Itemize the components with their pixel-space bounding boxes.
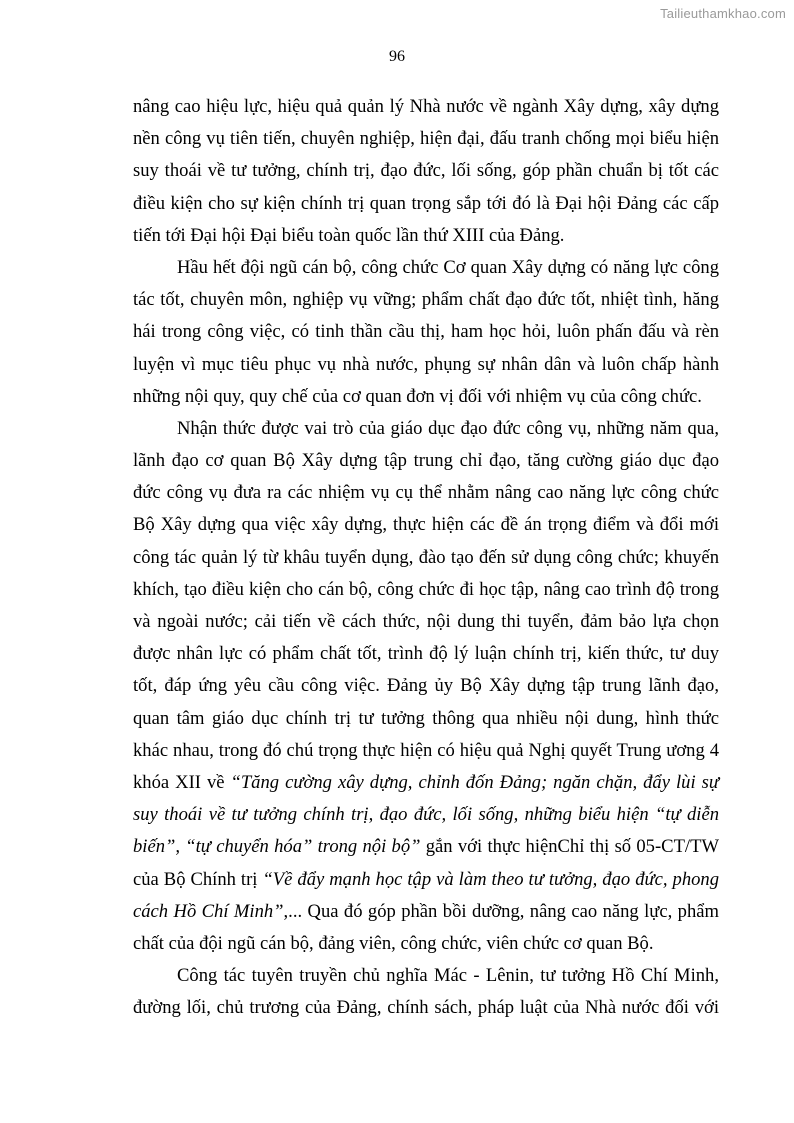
text-line — [133, 831, 719, 863]
paragraph-2 — [133, 252, 719, 413]
text-run: khóa XII về — [133, 771, 231, 793]
text-line: lãnh đạo cơ quan Bộ Xây dựng tập trung chỉ đạo, tăng cường giáo dục đạo — [133, 450, 719, 472]
paragraph-1 — [133, 91, 719, 252]
text-line: khác nhau, trong đó chú trọng thực hiện có hiệu quả Nghị quyết Trung ương 4 — [133, 739, 719, 761]
text-line: tốt, đáp ứng yêu cầu công việc. Đảng ủy Bộ Xây dựng tập trung lãnh đạo, — [133, 675, 719, 697]
text-run: của Bộ Chính trị — [133, 868, 263, 890]
text-line: hái trong công việc, có tinh thần cầu thị, ham học hỏi, luôn phấn đấu và rèn — [133, 321, 719, 343]
text-line — [133, 799, 719, 831]
text-line: đường lối, chủ trương của Đảng, chính sách, pháp luật của Nhà nước đối với — [133, 997, 719, 1019]
paragraph-4 — [133, 960, 719, 1024]
text-line: nền công vụ tiên tiến, chuyên nghiệp, hiện đại, đấu tranh chống mọi biểu hiện — [133, 128, 719, 150]
text-line: quan tâm giáo dục chính trị tư tưởng thông qua nhiều nội dung, hình thức — [133, 707, 719, 729]
text-line: Nhận thức được vai trò của giáo dục đạo đức công vụ, những năm qua, — [177, 417, 719, 439]
text-line: luyện vì mục tiêu phục vụ nhà nước, phụng sự nhân dân và luôn chấp hành — [133, 353, 719, 375]
text-line: Hầu hết đội ngũ cán bộ, công chức Cơ quan Xây dựng có năng lực công — [177, 256, 719, 278]
text-line: chất của đội ngũ cán bộ, đảng viên, công chức, viên chức cơ quan Bộ. — [133, 932, 654, 954]
text-line: điều kiện cho sự kiện chính trị quan trọng sắp tới đó là Đại hội Đảng các cấp — [133, 192, 719, 214]
text-line — [133, 864, 719, 896]
text-run: ,... Qua đó góp phần bồi dưỡng, nâng cao năng lực, phẩm — [283, 900, 719, 922]
text-line — [133, 896, 719, 928]
document-body — [133, 91, 719, 1024]
italic-quote: suy thoái về tư tưởng chính trị, đạo đức, lối sống, những biểu hiện “tự diễn — [133, 804, 719, 826]
text-line: và ngoài nước; cải tiến về cách thức, nội dung thi tuyển, đảm bảo lựa chọn — [133, 611, 719, 632]
text-line: những nội quy, quy chế của cơ quan đơn vị đối với nhiệm vụ của công chức. — [133, 385, 702, 407]
italic-quote: “Về đẩy mạnh học tập và làm theo tư tưởng, đạo đức, phong — [262, 868, 720, 890]
text-line: nâng cao hiệu lực, hiệu quả quản lý Nhà nước về ngành Xây dựng, xây dựng — [133, 96, 719, 117]
text-line: tiến tới Đại hội Đại biểu toàn quốc lần thứ XIII của Đảng. — [133, 224, 565, 246]
text-line: đức công vụ đưa ra các nhiệm vụ cụ thể nhằm nâng cao năng lực công chức — [133, 482, 719, 504]
text-line: suy thoái về tư tưởng, chính trị, đạo đức, lối sống, góp phần chuẩn bị tốt các — [133, 160, 719, 182]
text-line — [133, 767, 719, 799]
paragraph-3 — [133, 413, 719, 960]
text-run: gắn với thực hiệnChỉ thị số 05-CT/TW — [420, 836, 719, 858]
text-line: tác tốt, chuyên môn, nghiệp vụ vững; phẩm chất đạo đức tốt, nhiệt tình, hăng — [133, 289, 719, 311]
italic-quote: biến”, “tự chuyển hóa” trong nội bộ” — [133, 836, 421, 858]
text-line: Bộ Xây dựng qua việc xây dựng, thực hiện các đề án trọng điểm và đổi mới — [133, 514, 719, 536]
text-line: được nhân lực có phẩm chất tốt, trình độ lý luận chính trị, kiến thức, tư duy — [133, 643, 719, 665]
watermark-text: Tailieuthamkhao.com — [660, 6, 786, 21]
text-line: khích, tạo điều kiện cho cán bộ, công chức đi học tập, nâng cao trình độ trong — [133, 578, 719, 600]
italic-quote: cách Hồ Chí Minh” — [133, 900, 284, 922]
page-number: 96 — [389, 48, 405, 65]
text-line: công tác quản lý từ khâu tuyển dụng, đào tạo đến sử dụng công chức; khuyến — [133, 546, 719, 568]
italic-quote: “Tăng cường xây dựng, chỉnh đốn Đảng; ngăn chặn, đẩy lùi sự — [230, 771, 719, 793]
text-line: Công tác tuyên truyền chủ nghĩa Mác - Lênin, tư tưởng Hồ Chí Minh, — [177, 965, 719, 987]
